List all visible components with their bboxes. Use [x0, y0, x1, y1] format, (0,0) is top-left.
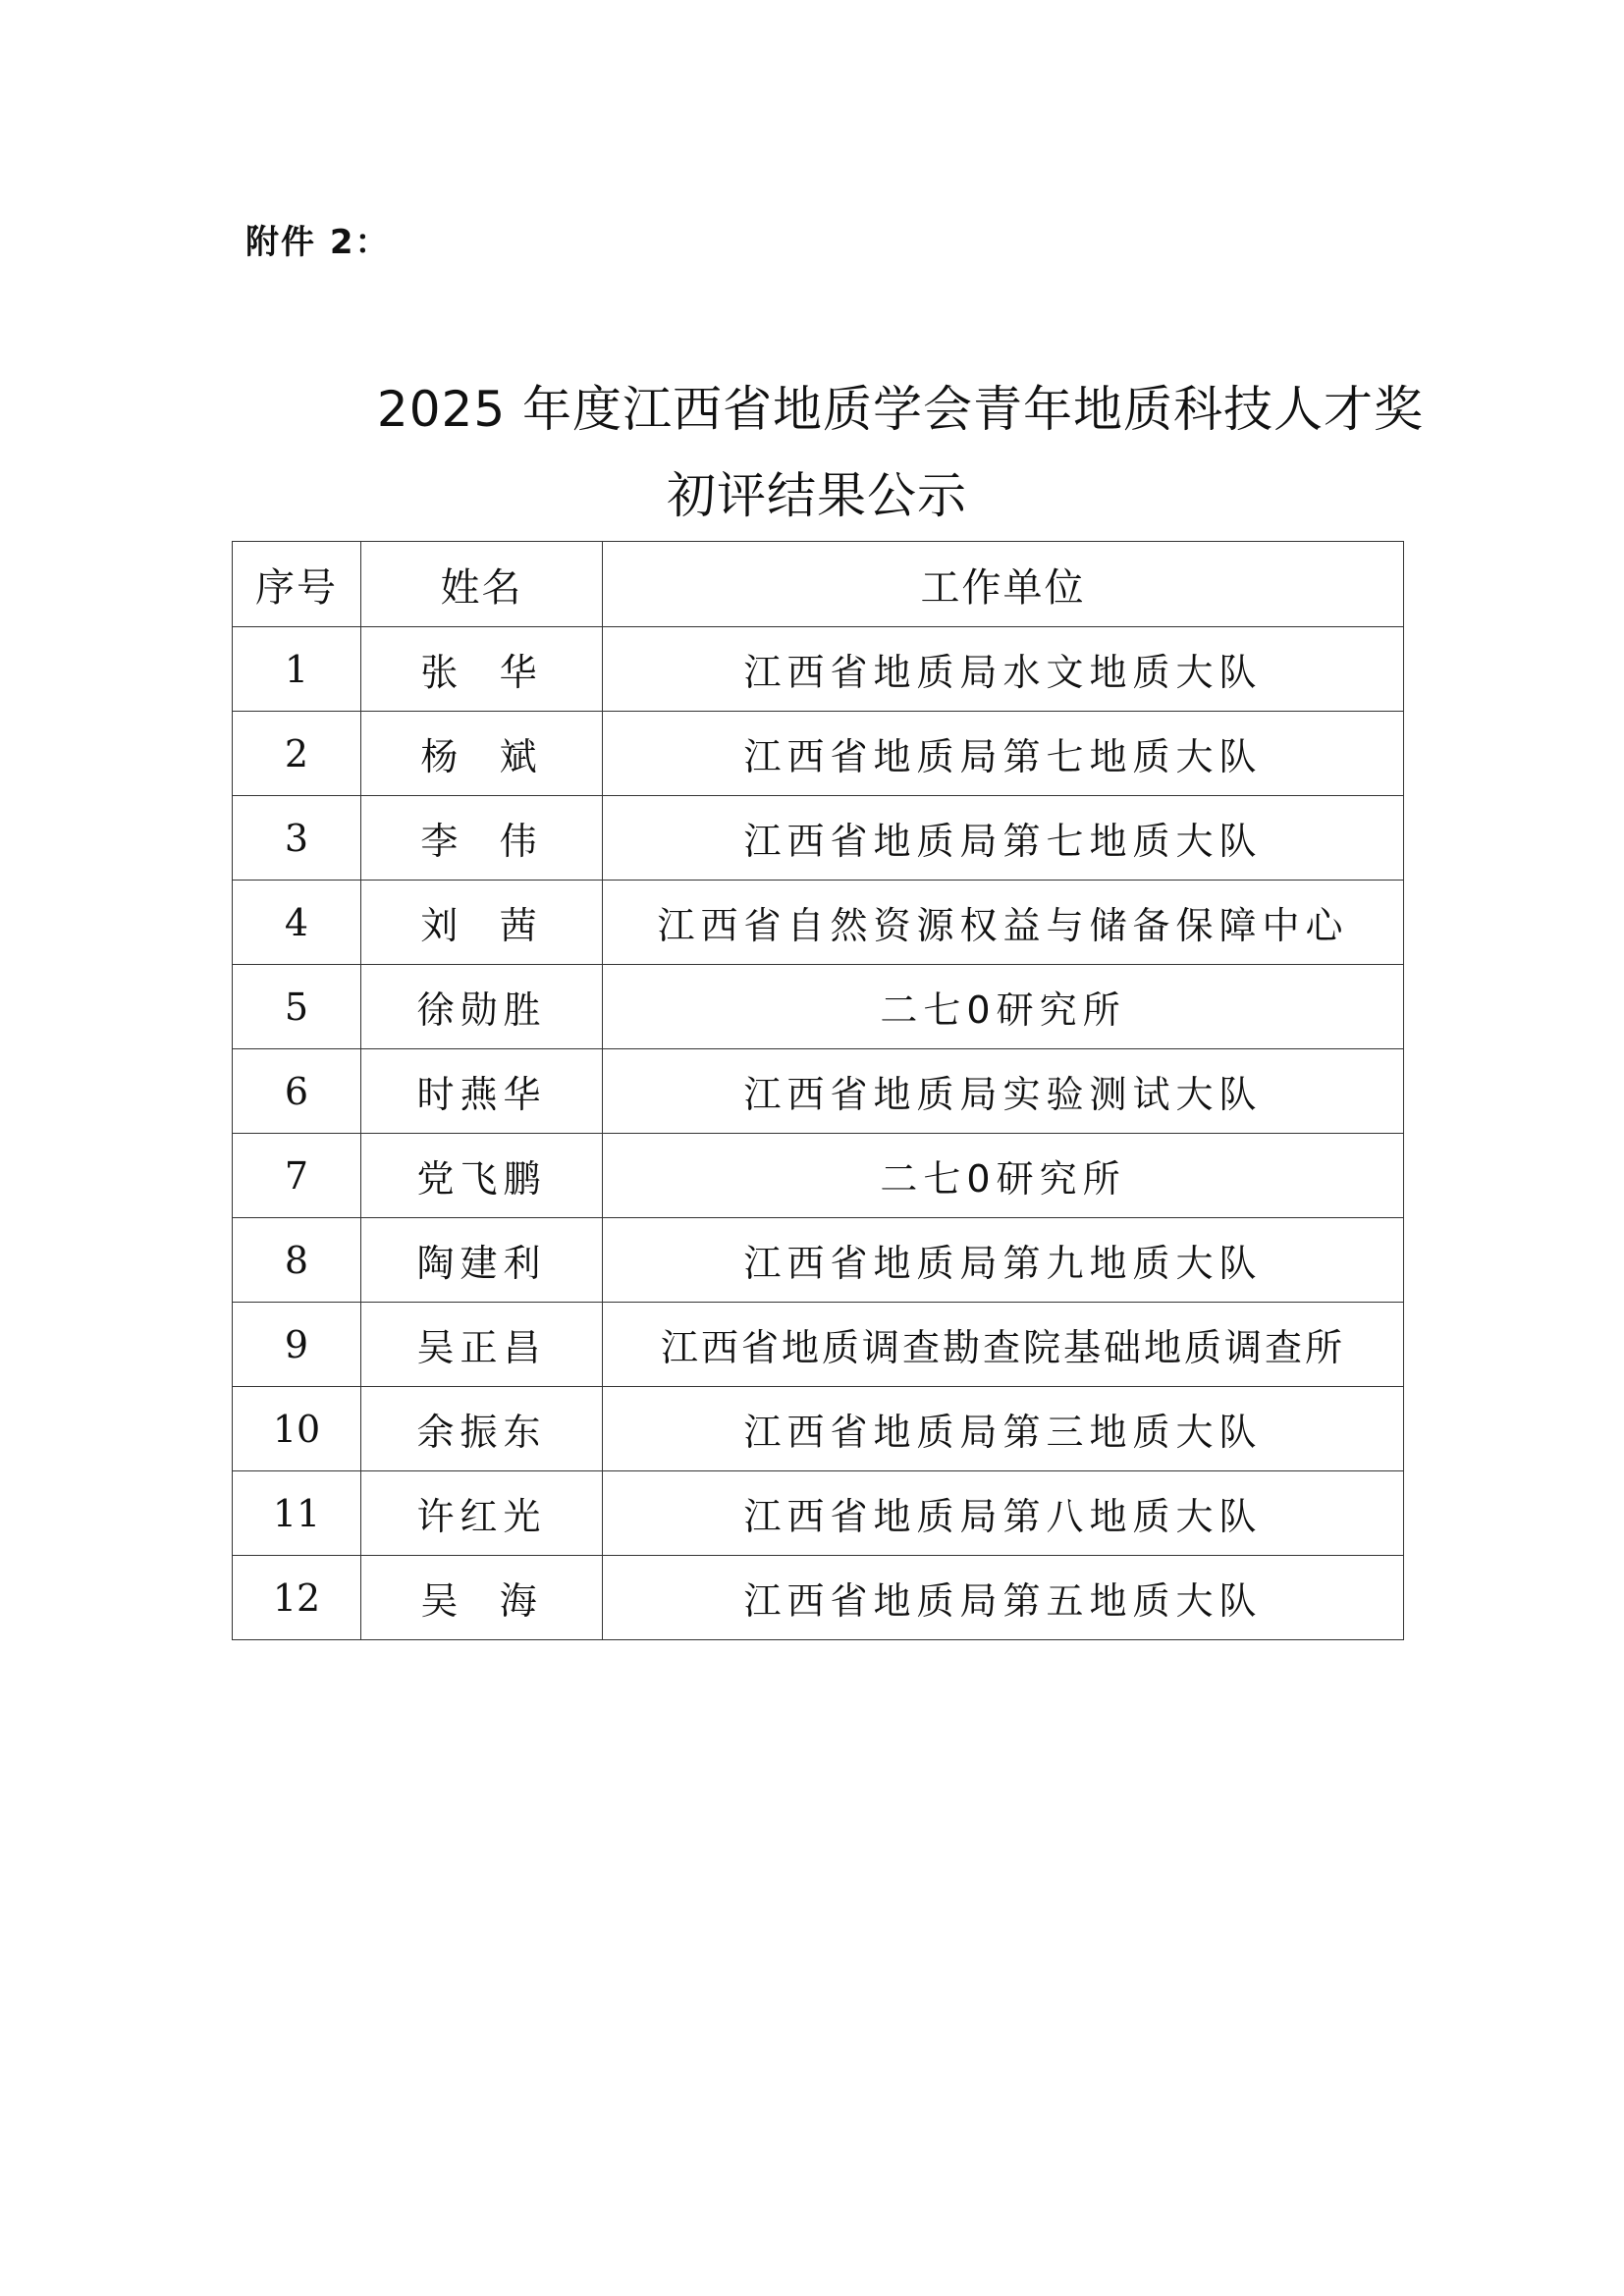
row-seq: 6	[233, 1049, 361, 1134]
table-row	[233, 1556, 1404, 1640]
table-row	[233, 1303, 1404, 1387]
row-name: 吴正昌	[361, 1303, 603, 1387]
row-seq: 2	[233, 712, 361, 796]
results-table	[232, 541, 1404, 1640]
row-unit: 江西省地质局实验测试大队	[603, 1049, 1404, 1134]
row-name: 陶建利	[361, 1218, 603, 1303]
row-seq: 9	[233, 1303, 361, 1387]
table-row	[233, 1387, 1404, 1471]
table-row	[233, 712, 1404, 796]
row-name: 余振东	[361, 1387, 603, 1471]
row-name: 徐勋胜	[361, 965, 603, 1049]
row-name: 杨 斌	[361, 712, 603, 796]
table-row	[233, 1471, 1404, 1556]
row-unit: 二七0研究所	[603, 1134, 1404, 1218]
row-seq: 3	[233, 796, 361, 881]
header-unit: 工作单位	[603, 542, 1404, 627]
row-unit: 江西省地质局水文地质大队	[603, 627, 1404, 712]
row-seq: 5	[233, 965, 361, 1049]
row-unit: 江西省地质局第八地质大队	[603, 1471, 1404, 1556]
row-name: 时燕华	[361, 1049, 603, 1134]
row-unit: 江西省地质局第九地质大队	[603, 1218, 1404, 1303]
row-unit: 江西省地质调查勘查院基础地质调查所	[603, 1303, 1404, 1387]
table-row	[233, 965, 1404, 1049]
row-unit: 江西省地质局第七地质大队	[603, 796, 1404, 881]
row-unit: 江西省地质局第五地质大队	[603, 1556, 1404, 1640]
table-row	[233, 1218, 1404, 1303]
row-seq: 11	[233, 1471, 361, 1556]
document-title-line-2: 初评结果公示	[667, 467, 967, 524]
row-name: 刘 茜	[361, 881, 603, 965]
row-name: 许红光	[361, 1471, 603, 1556]
table-row	[233, 1049, 1404, 1134]
row-unit: 江西省地质局第三地质大队	[603, 1387, 1404, 1471]
row-name: 吴 海	[361, 1556, 603, 1640]
row-name: 党飞鹏	[361, 1134, 603, 1218]
row-seq: 12	[233, 1556, 361, 1640]
header-seq: 序号	[233, 542, 361, 627]
row-unit: 江西省地质局第七地质大队	[603, 712, 1404, 796]
header-name: 姓名	[361, 542, 603, 627]
document-title-line-1: 2025 年度江西省地质学会青年地质科技人才奖	[376, 381, 1425, 438]
table-row	[233, 627, 1404, 712]
table-row	[233, 881, 1404, 965]
attachment-label: 附件 2：	[245, 223, 391, 262]
row-seq: 10	[233, 1387, 361, 1471]
row-unit: 江西省自然资源权益与储备保障中心	[603, 881, 1404, 965]
row-unit: 二七0研究所	[603, 965, 1404, 1049]
table-row	[233, 796, 1404, 881]
row-seq: 1	[233, 627, 361, 712]
row-name: 李 伟	[361, 796, 603, 881]
table-header-row	[233, 542, 1404, 627]
row-seq: 8	[233, 1218, 361, 1303]
table-row	[233, 1134, 1404, 1218]
row-seq: 4	[233, 881, 361, 965]
row-seq: 7	[233, 1134, 361, 1218]
row-name: 张 华	[361, 627, 603, 712]
